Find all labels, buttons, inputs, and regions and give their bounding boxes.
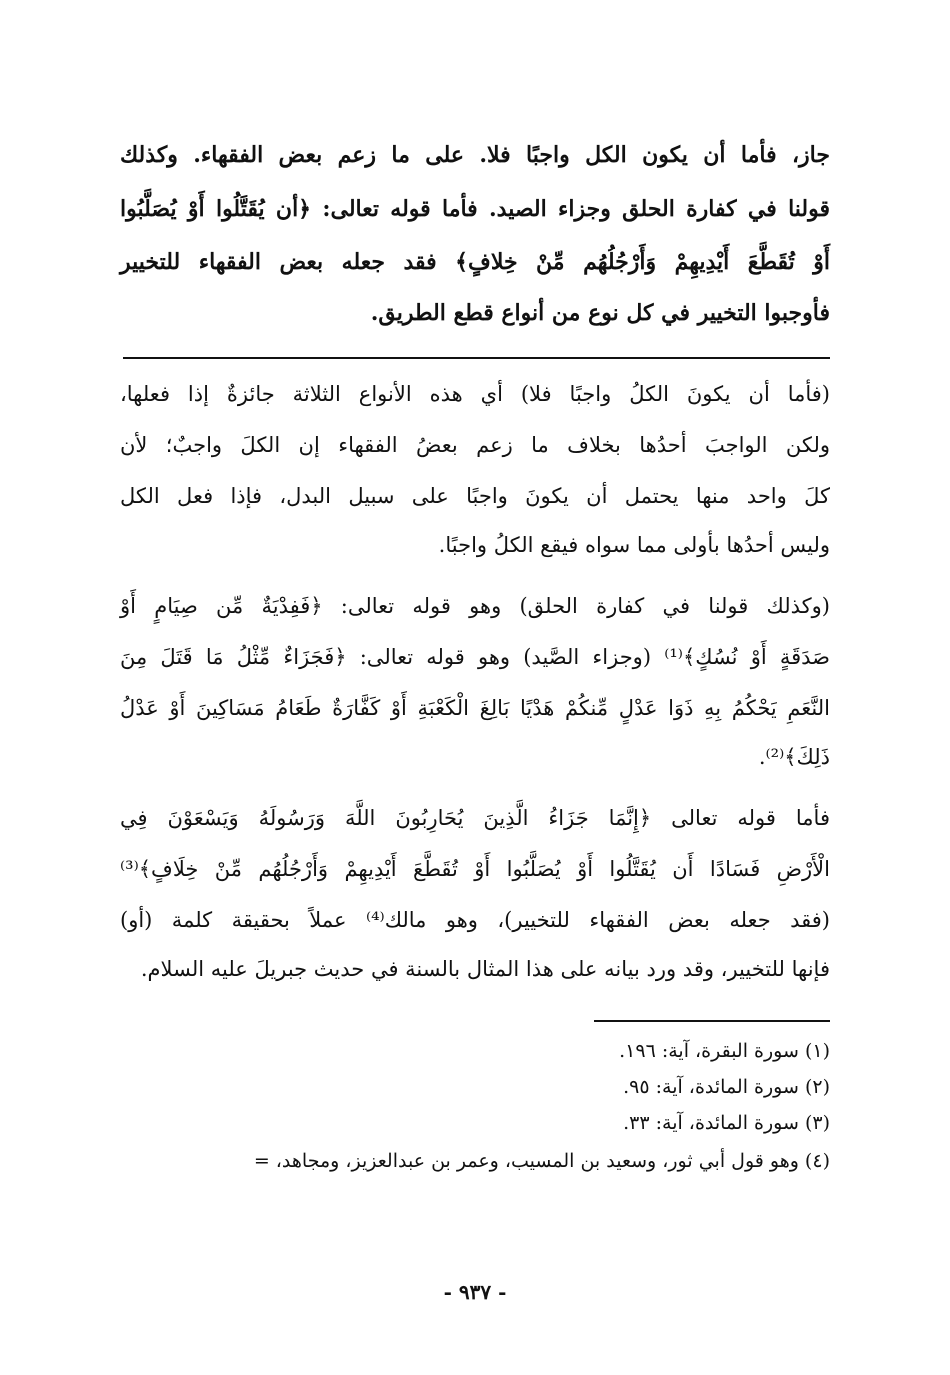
commentary-line: فأما قوله تعالى ﴿إِنَّمَا جَزَاءُ الَّذِينَ يُحَارِبُونَ اللَّهَ وَرَسُولَهُ وَيَسْعَوْنَ فِي — [120, 806, 830, 830]
main-text-line: قولنا في كفارة الحلق وجزاء الصيد. فأما قوله تعالى: ﴿أن يُقَتَّلُوا أَوْ يُصَلَّبُوا — [120, 196, 830, 222]
footnote-item: (٣) سورة المائدة، آية: ٣٣. — [623, 1112, 830, 1134]
main-text-line: أَوْ تُقَطَّعَ أَيْدِيهِمْ وَأَرْجُلُهُم مِّنْ خِلافٍ﴾ فقد جعله بعض الفقهاء للتخيير — [120, 249, 830, 275]
footnote-divider — [594, 1020, 830, 1022]
commentary-line: (فقد جعله بعض الفقهاء للتخيير)، وهو مالك⁽⁴⁾ عملاً بحقيقة كلمة (أو) — [120, 908, 830, 932]
commentary-line: كلَ واحد منها يحتمل أن يكونَ واجبًا على سبيل البدل، فإذا فعل الكل — [120, 484, 830, 508]
commentary-line: فإنها للتخيير، وقد ورد بيانه على هذا المثال بالسنة في حديث جبريلَ عليه السلام. — [140, 957, 830, 981]
commentary-line: (وكذلك قولنا في كفارة الحلق) وهو قوله تعالى: ﴿فَفِدْيَةٌ مِّن صِيَامٍ أَوْ — [120, 594, 830, 618]
page-number: - ٩٣٧ - — [443, 1280, 507, 1304]
commentary-line: ذَلِكَ﴾⁽²⁾. — [758, 745, 830, 769]
section-divider — [123, 357, 830, 359]
main-text-line: جاز، فأما أن يكون الكل واجبًا فلا. على ما زعم بعض الفقهاء. وكذلك — [120, 142, 830, 168]
commentary-line: الْأَرْضِ فَسَادًا أَن يُقَتَّلُوا أَوْ يُصَلَّبُوا أَوْ تُقَطَّعَ أَيْدِيهِمْ وَأَرْجُلُهُم مِّنْ خِلَافٍ﴾⁽³⁾ — [120, 857, 830, 881]
footnote-item: (١) سورة البقرة، آية: ١٩٦. — [619, 1040, 830, 1062]
commentary-line: صَدَقَةٍ أَوْ نُسُكٍ﴾⁽¹⁾ (وجزاء الصَّيد) وهو قوله تعالى: ﴿فَجَزَاءٌ مِّثْلُ مَا قَتَلَ مِنَ — [120, 645, 831, 669]
commentary-line: (فأما أن يكونَ الكلُ واجبًا فلا) أي هذه الأنواع الثلاثة جائزةٌ إذا فعلها، — [120, 382, 830, 406]
commentary-line: النَّعَمِ يَحْكُمُ بِهِ ذَوَا عَدْلٍ مِّنكُمْ هَدْيًا بَالِغَ الْكَعْبَةِ أَوْ كَفَّارَةٌ طَعَامُ مَسَاكِينَ أَوْ عَدْلُ — [120, 696, 830, 720]
footnote-item: (٤) وهو قول أبي ثور، وسعيد بن المسيب، وعمر بن عبدالعزيز، ومجاهد، = — [253, 1150, 830, 1172]
footnote-item: (٢) سورة المائدة، آية: ٩٥. — [623, 1076, 830, 1098]
main-text-line: فأوجبوا التخيير في كل نوع من أنواع قطع الطريق. — [370, 300, 830, 326]
commentary-line: ولكن الواجبَ أحدُها بخلاف ما زعم بعضُ الفقهاء إن الكلَ واجبٌ؛ لأن — [120, 433, 830, 457]
commentary-line: وليس أحدُها بأولى مما سواه فيقع الكلُ واجبًا. — [438, 533, 830, 557]
